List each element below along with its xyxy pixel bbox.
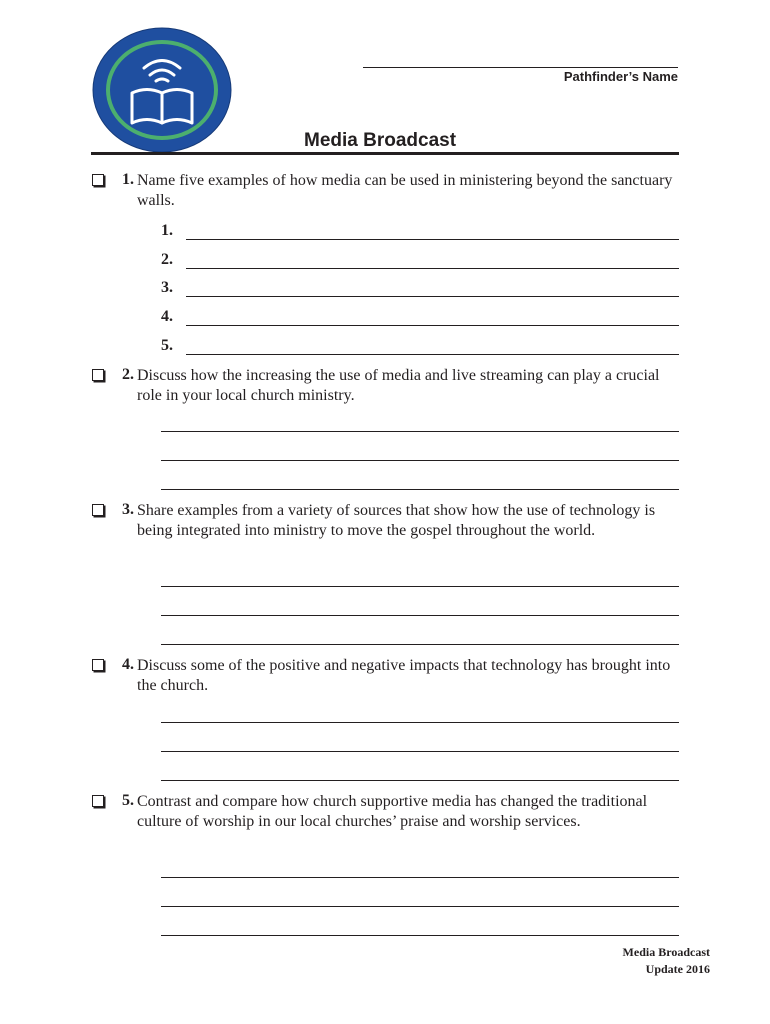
requirement-number: 5. [122, 792, 134, 809]
answer-line[interactable] [161, 431, 679, 432]
answer-row [161, 337, 679, 357]
answer-line[interactable] [161, 489, 679, 490]
page-footer [623, 944, 710, 978]
answer-line[interactable] [161, 460, 679, 461]
footer-update: Update 2016 [645, 962, 710, 976]
answer-number: 2. [161, 251, 173, 268]
answer-line[interactable] [161, 780, 679, 781]
answer-line[interactable] [161, 906, 679, 907]
answer-line[interactable] [161, 644, 679, 645]
checkbox-icon[interactable] [92, 504, 104, 516]
answer-line[interactable] [161, 722, 679, 723]
answer-line[interactable] [161, 877, 679, 878]
answer-line[interactable] [161, 935, 679, 936]
answer-line[interactable] [161, 615, 679, 616]
requirement-number: 2. [122, 366, 134, 383]
pathfinder-name-field[interactable] [363, 67, 678, 68]
answer-row [161, 279, 679, 299]
answer-line[interactable] [186, 325, 679, 326]
checkbox-icon[interactable] [92, 174, 104, 186]
answer-row [161, 308, 679, 328]
requirement-text: Share examples from a variety of sources that show how the use of technology is being integrated into ministry to move the gospel throughout the world. [137, 502, 656, 539]
requirement-number: 3. [122, 501, 134, 518]
answer-line[interactable] [186, 268, 679, 269]
requirement-number: 4. [122, 656, 134, 673]
answer-line[interactable] [186, 354, 679, 355]
requirement-number: 1. [122, 171, 134, 188]
answer-number: 4. [161, 308, 173, 325]
answer-number: 5. [161, 337, 173, 354]
answer-row [161, 251, 679, 271]
checkbox-icon[interactable] [92, 369, 104, 381]
answer-number: 1. [161, 222, 173, 239]
answer-number: 3. [161, 279, 173, 296]
pathfinder-name-label: Pathfinder’s Name [563, 69, 678, 84]
answer-line[interactable] [161, 751, 679, 752]
checkbox-icon[interactable] [92, 659, 104, 671]
requirement-text: Name five examples of how media can be used in ministering beyond the sanctuary walls. [137, 172, 673, 209]
answer-line[interactable] [186, 296, 679, 297]
requirement-text: Contrast and compare how church supportive media has changed the traditional culture of worship in our local churches’ praise and worship services. [137, 793, 648, 830]
requirement-text: Discuss some of the positive and negative impacts that technology has brought into the church. [137, 657, 671, 694]
broadcast-bible-icon [92, 27, 232, 153]
answer-line[interactable] [161, 586, 679, 587]
footer-title: Media Broadcast [622, 945, 710, 959]
requirement-text: Discuss how the increasing the use of media and live streaming can play a crucial role in your local church ministry. [137, 367, 660, 404]
honor-badge [92, 27, 232, 153]
title-divider [91, 152, 679, 155]
answer-row [161, 222, 679, 242]
answer-line[interactable] [186, 239, 679, 240]
page-title: Media Broadcast [304, 130, 457, 151]
checkbox-icon[interactable] [92, 795, 104, 807]
